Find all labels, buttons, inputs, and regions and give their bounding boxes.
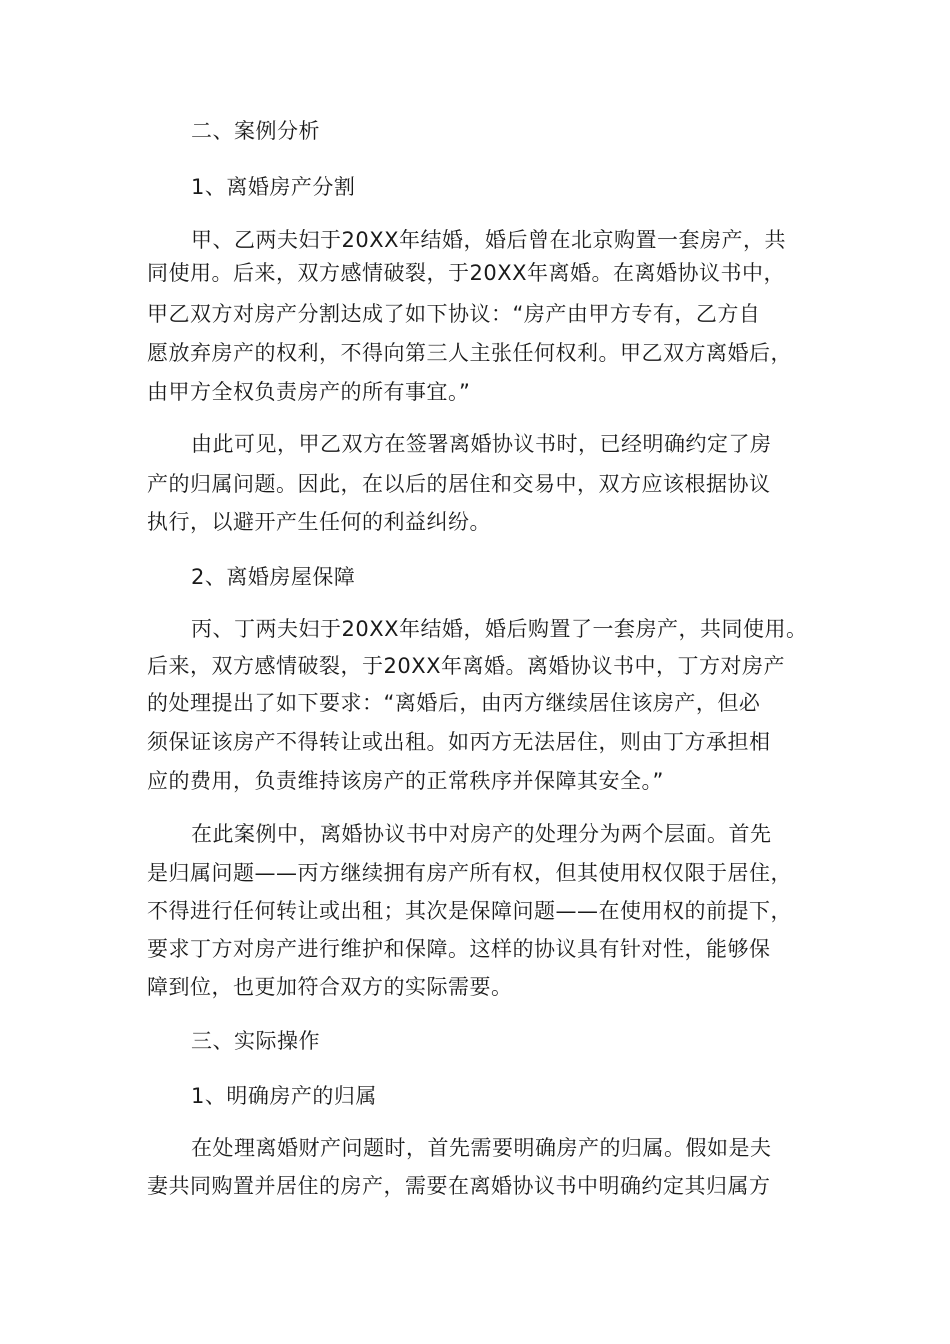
paragraph-line: 的处理提出了如下要求：“离婚后，由丙方继续居住该房产，但必	[147, 691, 761, 715]
paragraph-line: 在处理离婚财产问题时，首先需要明确房产的归属。假如是夫	[191, 1136, 772, 1160]
section-heading: 三、实际操作	[191, 1029, 320, 1053]
paragraph-line: 障到位，也更加符合双方的实际需要。	[147, 975, 513, 999]
paragraph-line: 执行，以避开产生任何的利益纠纷。	[147, 510, 491, 534]
paragraph-line: 在此案例中，离婚协议书中对房产的处理分为两个层面。首先	[191, 822, 772, 846]
paragraph-line: 愿放弃房产的权利，不得向第三人主张任何权利。甲乙双方离婚后，	[147, 341, 792, 365]
paragraph-line: 要求丁方对房产进行维护和保障。这样的协议具有针对性，能够保	[147, 937, 771, 961]
paragraph-line: 甲乙双方对房产分割达成了如下协议：“房产由甲方专有，乙方自	[147, 302, 761, 326]
paragraph-line: 妻共同购置并居住的房产，需要在离婚协议书中明确约定其归属方	[147, 1174, 771, 1198]
subsection-heading: 2、离婚房屋保障	[191, 565, 356, 589]
subsection-heading: 1、离婚房产分割	[191, 175, 356, 199]
paragraph-line: 同使用。后来，双方感情破裂，于20XX年离婚。在离婚协议书中，	[147, 261, 785, 285]
paragraph-line: 丙、丁两夫妇于20XX年结婚，婚后购置了一套房产，共同使用。	[191, 617, 808, 641]
paragraph-line: 须保证该房产不得转让或出租。如丙方无法居住，则由丁方承担相	[147, 730, 771, 754]
paragraph-line: 不得进行任何转让或出租；其次是保障问题——在使用权的前提下，	[147, 899, 792, 923]
paragraph-line: 是归属问题——丙方继续拥有房产所有权，但其使用权仅限于居住，	[147, 861, 792, 885]
subsection-heading: 1、明确房产的归属	[191, 1084, 377, 1108]
section-heading: 二、案例分析	[191, 119, 320, 143]
paragraph-line: 甲、乙两夫妇于20XX年结婚，婚后曾在北京购置一套房产，共	[191, 228, 786, 252]
paragraph-line: 由此可见，甲乙双方在签署离婚协议书时，已经明确约定了房	[191, 432, 772, 456]
paragraph-line: 应的费用，负责维持该房产的正常秩序并保障其安全。”	[147, 769, 664, 793]
paragraph-line: 后来，双方感情破裂，于20XX年离婚。离婚协议书中，丁方对房产	[147, 654, 785, 678]
paragraph-line: 由甲方全权负责房产的所有事宜。”	[147, 380, 471, 404]
paragraph-line: 产的归属问题。因此，在以后的居住和交易中，双方应该根据协议	[147, 472, 771, 496]
